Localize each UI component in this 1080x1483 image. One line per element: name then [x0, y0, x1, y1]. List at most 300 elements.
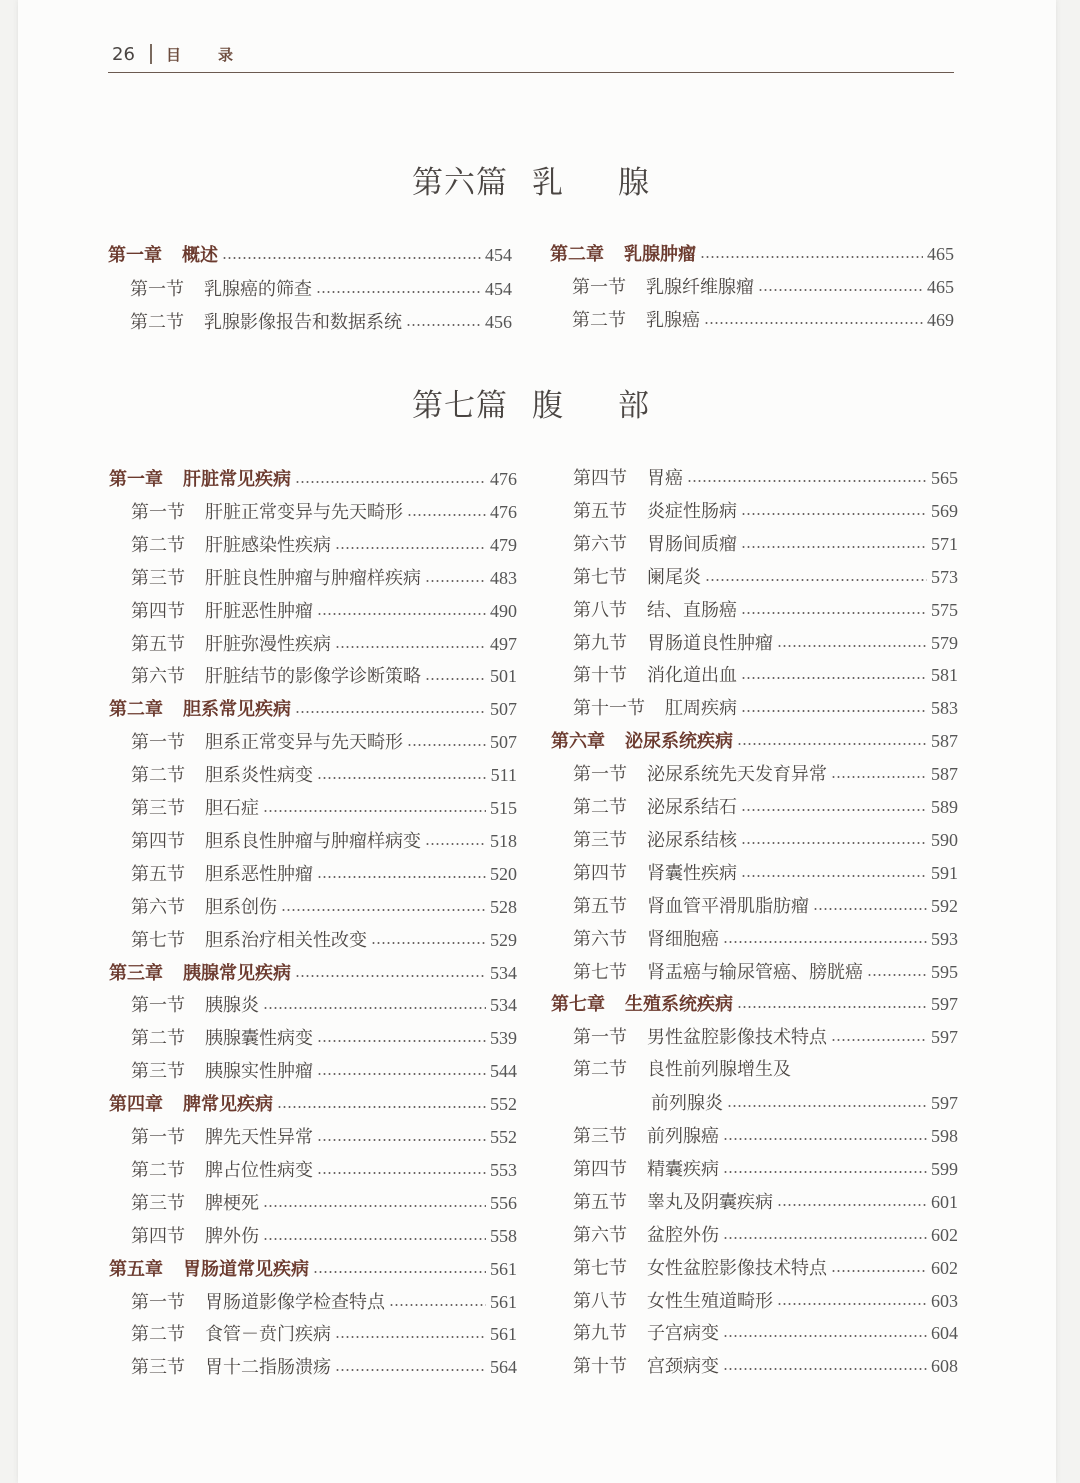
toc-entry-page: 603 — [931, 1291, 958, 1311]
toc-entry-page: 581 — [931, 665, 958, 685]
toc-entry-page: 591 — [931, 863, 958, 883]
toc-section-row — [131, 1024, 517, 1052]
part-6-name-1: 乳 — [532, 165, 564, 201]
toc-entry-title: 食管－贲门疾病 — [205, 1324, 331, 1345]
toc-entry-label: 第一节 — [131, 1127, 185, 1148]
toc-section-row — [131, 630, 517, 658]
toc-entry-page: 602 — [931, 1225, 958, 1245]
toc-section-row — [573, 1155, 958, 1183]
toc-entry-page: 507 — [490, 699, 517, 719]
toc-leader-dots — [741, 710, 927, 712]
toc-entry-label: 第一章 — [108, 245, 162, 266]
toc-leader-dots — [335, 1369, 486, 1371]
toc-entry-label: 第六节 — [131, 666, 185, 687]
toc-entry-page: 599 — [931, 1159, 958, 1179]
toc-entry-page: 469 — [927, 310, 954, 330]
toc-entry-title: 胰腺常见疾病 — [183, 963, 291, 984]
toc-section-row — [131, 1057, 517, 1085]
toc-entry-label: 第四节 — [131, 601, 185, 622]
toc-entry-page: 454 — [485, 245, 512, 265]
toc-entry-label: 第一节 — [131, 732, 185, 753]
toc-leader-dots — [317, 777, 487, 779]
toc-entry-page: 552 — [490, 1094, 517, 1114]
toc-leader-dots — [317, 613, 486, 615]
toc-entry-title: 阑尾炎 — [647, 567, 701, 588]
toc-leader-dots — [723, 1335, 927, 1337]
toc-entry-page: 483 — [490, 568, 517, 588]
toc-leader-dots — [723, 1237, 927, 1239]
toc-entry-title: 女性盆腔影像技术特点 — [647, 1258, 827, 1279]
toc-entry-page: 511 — [490, 765, 517, 785]
toc-entry-title: 胃肠道良性肿瘤 — [647, 633, 773, 654]
toc-chapter-row — [551, 990, 958, 1018]
toc-leader-dots — [700, 256, 923, 258]
toc-entry-label: 第一节 — [131, 995, 185, 1016]
toc-entry-page: 520 — [490, 864, 517, 884]
toc-entry-label: 第二节 — [131, 1028, 185, 1049]
toc-leader-dots — [831, 1270, 927, 1272]
toc-entry-page: 490 — [490, 601, 517, 621]
toc-section-row — [573, 859, 958, 887]
toc-section-row — [131, 662, 517, 690]
toc-entry-page: 479 — [490, 535, 517, 555]
toc-entry-title: 胆系治疗相关性改变 — [205, 930, 367, 951]
toc-entry-label: 第三节 — [131, 1357, 185, 1378]
toc-entry-page: 593 — [931, 929, 958, 949]
toc-leader-dots — [222, 257, 481, 259]
toc-entry-label: 第二节 — [130, 312, 184, 333]
toc-entry-title: 肝脏常见疾病 — [183, 469, 291, 490]
toc-entry-title: 精囊疾病 — [647, 1159, 719, 1180]
toc-entry-page: 552 — [490, 1127, 517, 1147]
toc-section-row — [131, 1156, 517, 1184]
toc-entry-label: 第一节 — [130, 279, 184, 300]
toc-leader-dots — [335, 547, 486, 549]
toc-entry-title: 宫颈病变 — [647, 1356, 719, 1377]
toc-leader-dots — [425, 843, 486, 845]
toc-leader-dots — [406, 324, 481, 326]
toc-entry-page: 571 — [931, 534, 958, 554]
toc-entry-page: 602 — [931, 1258, 958, 1278]
toc-entry-title: 脾外伤 — [205, 1226, 259, 1247]
toc-leader-dots — [723, 1171, 927, 1173]
toc-entry-title: 胰腺实性肿瘤 — [205, 1061, 313, 1082]
toc-section-row — [573, 1254, 958, 1282]
toc-leader-dots — [813, 908, 927, 910]
toc-entry-label: 第六节 — [573, 929, 627, 950]
toc-chapter-row — [109, 1090, 517, 1118]
toc-entry-label: 第六节 — [573, 534, 627, 555]
toc-chapter-row — [108, 241, 512, 269]
toc-entry-label: 第十节 — [573, 1356, 627, 1377]
toc-entry-label: 第二节 — [573, 797, 627, 818]
toc-entry-page: 476 — [490, 469, 517, 489]
toc-leader-dots — [777, 1303, 927, 1305]
toc-entry-label: 第二节 — [131, 1324, 185, 1345]
toc-leader-dots — [741, 842, 927, 844]
toc-section-row — [131, 991, 517, 1019]
toc-section-row — [573, 826, 958, 854]
toc-entry-label: 第五节 — [573, 501, 627, 522]
toc-section-row — [131, 728, 517, 756]
toc-entry-page: 608 — [931, 1356, 958, 1376]
toc-entry-page: 604 — [931, 1323, 958, 1343]
toc-leader-dots — [389, 1304, 486, 1306]
toc-entry-title: 乳腺癌的筛查 — [204, 279, 312, 300]
toc-entry-title: 前列腺炎 — [651, 1093, 723, 1114]
toc-entry-page: 579 — [931, 633, 958, 653]
toc-entry-label: 第二节 — [572, 310, 626, 331]
toc-entry-title: 胰腺炎 — [205, 995, 259, 1016]
toc-entry-page: 569 — [931, 501, 958, 521]
toc-entry-title: 胃肠道常见疾病 — [183, 1259, 309, 1280]
toc-entry-title: 肝脏结节的影像学诊断策略 — [205, 666, 421, 687]
toc-leader-dots — [407, 744, 486, 746]
toc-section-row — [131, 1222, 517, 1250]
toc-leader-dots — [741, 809, 927, 811]
toc-entry-label: 第五节 — [131, 634, 185, 655]
toc-entry-label: 第三节 — [131, 1193, 185, 1214]
toc-entry-label: 第八节 — [573, 1291, 627, 1312]
toc-section-row — [573, 793, 958, 821]
toc-section-row — [573, 1287, 958, 1315]
part-6-name-2: 腺 — [618, 165, 650, 201]
toc-entry-title: 泌尿系统先天发育异常 — [647, 764, 827, 785]
toc-entry-page: 497 — [490, 634, 517, 654]
toc-section-row — [131, 531, 517, 559]
toc-entry-title: 胃癌 — [647, 468, 683, 489]
toc-entry-title: 肝脏弥漫性疾病 — [205, 634, 331, 655]
toc-leader-dots — [263, 810, 486, 812]
toc-entry-page: 590 — [931, 830, 958, 850]
toc-chapter-row — [109, 465, 517, 493]
toc-leader-dots — [407, 514, 486, 516]
toc-leader-dots — [737, 1006, 927, 1008]
toc-entry-title: 乳腺影像报告和数据系统 — [204, 312, 402, 333]
toc-entry-page: 454 — [485, 279, 512, 299]
toc-entry-page: 544 — [490, 1061, 517, 1081]
toc-leader-dots — [777, 1204, 927, 1206]
toc-section-row — [131, 860, 517, 888]
toc-leader-dots — [335, 646, 486, 648]
toc-leader-dots — [425, 678, 486, 680]
toc-leader-dots — [317, 1040, 486, 1042]
toc-entry-title: 胆系炎性病变 — [205, 765, 313, 786]
toc-entry-page: 561 — [490, 1324, 517, 1344]
toc-entry-label: 第七节 — [131, 930, 185, 951]
toc-section-row — [131, 893, 517, 921]
toc-entry-title: 乳腺肿瘤 — [624, 244, 696, 265]
toc-entry-page: 558 — [490, 1226, 517, 1246]
toc-entry-page: 501 — [490, 666, 517, 686]
toc-leader-dots — [704, 322, 923, 324]
part-7-name-1: 腹 — [532, 388, 564, 424]
toc-entry-title: 胆系正常变异与先天畸形 — [205, 732, 403, 753]
toc-entry-label: 第六节 — [131, 897, 185, 918]
toc-entry-label: 第七节 — [573, 962, 627, 983]
toc-entry-page: 465 — [927, 277, 954, 297]
page-number: 26 — [112, 44, 135, 65]
toc-leader-dots — [277, 1106, 486, 1108]
toc-entry-title: 肝脏感染性疾病 — [205, 535, 331, 556]
toc-section-row — [130, 275, 512, 303]
toc-entry-label: 第二章 — [550, 244, 604, 265]
toc-entry-page: 597 — [931, 994, 958, 1014]
toc-entry-label: 第九节 — [573, 633, 627, 654]
toc-entry-page: 597 — [931, 1093, 958, 1113]
toc-leader-dots — [723, 1368, 927, 1370]
toc-entry-label: 第七节 — [573, 1258, 627, 1279]
toc-entry-label: 第一节 — [572, 277, 626, 298]
toc-entry-title: 胃十二指肠溃疡 — [205, 1357, 331, 1378]
toc-entry-title: 泌尿系结核 — [647, 830, 737, 851]
toc-entry-title: 胃肠间质瘤 — [647, 534, 737, 555]
toc-entry-page: 592 — [931, 896, 958, 916]
toc-entry-label: 第三节 — [573, 1126, 627, 1147]
toc-entry-page: 573 — [931, 567, 958, 587]
toc-entry-label: 第二节 — [573, 1059, 627, 1080]
toc-entry-page: 587 — [931, 764, 958, 784]
toc-leader-dots — [335, 1336, 486, 1338]
toc-section-row — [131, 926, 517, 954]
toc-chapter-row — [550, 240, 954, 268]
toc-entry-title: 结、直肠癌 — [647, 600, 737, 621]
toc-entry-title: 肾血管平滑肌脂肪瘤 — [647, 896, 809, 917]
toc-entry-label: 第四节 — [573, 863, 627, 884]
header-title-char-2: 录 — [218, 46, 234, 64]
toc-entry-label: 第五章 — [109, 1259, 163, 1280]
toc-entry-page: 556 — [490, 1193, 517, 1213]
toc-entry-label: 第十一节 — [573, 698, 645, 719]
toc-entry-page: 528 — [490, 897, 517, 917]
toc-entry-label: 第四节 — [131, 831, 185, 852]
toc-entry-title: 概述 — [182, 245, 218, 266]
toc-entry-title: 泌尿系统疾病 — [625, 731, 733, 752]
toc-section-row — [573, 694, 958, 722]
toc-entry-title: 胆系恶性肿瘤 — [205, 864, 313, 885]
toc-section-row — [573, 661, 958, 689]
toc-section-row — [131, 794, 517, 822]
toc-entry-page: 515 — [490, 798, 517, 818]
toc-entry-label: 第一节 — [131, 502, 185, 523]
toc-entry-page: 456 — [485, 312, 512, 332]
toc-entry-page: 598 — [931, 1126, 958, 1146]
toc-entry-title: 良性前列腺增生及 — [647, 1059, 791, 1080]
toc-entry-title: 胆系创伤 — [205, 897, 277, 918]
toc-entry-label: 第六章 — [551, 731, 605, 752]
toc-leader-dots — [741, 612, 927, 614]
toc-entry-title: 胆石症 — [205, 798, 259, 819]
toc-entry-title: 女性生殖道畸形 — [647, 1291, 773, 1312]
toc-leader-dots — [723, 941, 927, 943]
toc-entry-page: 561 — [490, 1292, 517, 1312]
toc-entry-label: 第二节 — [131, 765, 185, 786]
running-header — [108, 42, 954, 73]
toc-leader-dots — [295, 975, 486, 977]
toc-entry-title: 肛周疾病 — [665, 698, 737, 719]
toc-entry-label: 第五节 — [573, 1192, 627, 1213]
toc-entry-title: 肾囊性疾病 — [647, 863, 737, 884]
toc-entry-label: 第四节 — [573, 468, 627, 489]
toc-leader-dots — [727, 1105, 927, 1107]
toc-entry-title: 盆腔外伤 — [647, 1225, 719, 1246]
toc-entry-page: 465 — [927, 244, 954, 264]
toc-section-row — [573, 1352, 958, 1380]
toc-entry-label: 第十节 — [573, 665, 627, 686]
toc-section-row — [573, 530, 958, 558]
toc-entry-title: 脾梗死 — [205, 1193, 259, 1214]
toc-entry-label: 第四章 — [109, 1094, 163, 1115]
toc-entry-title: 睾丸及阴囊疾病 — [647, 1192, 773, 1213]
toc-section-row — [573, 925, 958, 953]
toc-entry-label: 第二章 — [109, 699, 163, 720]
toc-entry-label: 第三节 — [131, 798, 185, 819]
toc-entry-page: 534 — [490, 995, 517, 1015]
toc-section-row — [573, 1319, 958, 1347]
toc-entry-title: 子宫病变 — [647, 1323, 719, 1344]
part-6-label: 第六篇 — [412, 165, 508, 201]
toc-section-row — [573, 1089, 958, 1117]
toc-entry-title: 前列腺癌 — [647, 1126, 719, 1147]
toc-entry-page: 529 — [490, 930, 517, 950]
toc-entry-page: 539 — [490, 1028, 517, 1048]
toc-entry-label: 第三章 — [109, 963, 163, 984]
toc-entry-title: 肾细胞癌 — [647, 929, 719, 950]
toc-leader-dots — [371, 942, 486, 944]
toc-chapter-row — [551, 727, 958, 755]
toc-entry-title: 胆系良性肿瘤与肿瘤样病变 — [205, 831, 421, 852]
toc-chapter-row — [109, 1255, 517, 1283]
toc-entry-label: 第三节 — [131, 568, 185, 589]
toc-section-row — [130, 308, 512, 336]
toc-entry-label: 第七章 — [551, 994, 605, 1015]
toc-entry-label: 第七节 — [573, 567, 627, 588]
toc-chapter-row — [109, 695, 517, 723]
toc-entry-title: 乳腺纤维腺瘤 — [646, 277, 754, 298]
toc-leader-dots — [758, 289, 923, 291]
toc-entry-page: 476 — [490, 502, 517, 522]
toc-entry-label: 第一节 — [131, 1292, 185, 1313]
toc-entry-title: 肝脏恶性肿瘤 — [205, 601, 313, 622]
toc-section-row — [573, 497, 958, 525]
toc-entry-label: 第九节 — [573, 1323, 627, 1344]
part-7-name-2: 部 — [618, 388, 650, 424]
toc-leader-dots — [317, 1073, 486, 1075]
part-7-label: 第七篇 — [412, 388, 508, 424]
toc-section-row — [573, 1056, 958, 1084]
toc-leader-dots — [316, 291, 481, 293]
toc-leader-dots — [705, 579, 927, 581]
toc-entry-label: 第八节 — [573, 600, 627, 621]
toc-entry-title: 肾盂癌与输尿管癌、膀胱癌 — [647, 962, 863, 983]
toc-leader-dots — [831, 1039, 927, 1041]
toc-entry-page: 534 — [490, 963, 517, 983]
toc-section-row — [572, 273, 954, 301]
toc-entry-title: 胰腺囊性病变 — [205, 1028, 313, 1049]
toc-entry-page: 587 — [931, 731, 958, 751]
toc-entry-label: 第三节 — [131, 1061, 185, 1082]
toc-leader-dots — [295, 481, 486, 483]
toc-leader-dots — [741, 677, 927, 679]
toc-entry-title: 脾占位性病变 — [205, 1160, 313, 1181]
toc-entry-label: 第四节 — [573, 1159, 627, 1180]
toc-entry-title: 脾先天性异常 — [205, 1127, 313, 1148]
toc-section-row — [573, 596, 958, 624]
toc-entry-label: 第四节 — [131, 1226, 185, 1247]
toc-section-row — [131, 1320, 517, 1348]
toc-entry-title: 肝脏良性肿瘤与肿瘤样疾病 — [205, 568, 421, 589]
toc-section-row — [131, 761, 517, 789]
toc-entry-page: 575 — [931, 600, 958, 620]
toc-leader-dots — [295, 711, 486, 713]
toc-section-row — [573, 760, 958, 788]
toc-section-row — [573, 563, 958, 591]
toc-entry-label: 第一节 — [573, 1027, 627, 1048]
toc-leader-dots — [425, 580, 486, 582]
toc-entry-page: 597 — [931, 1027, 958, 1047]
toc-leader-dots — [737, 743, 927, 745]
toc-leader-dots — [263, 1238, 486, 1240]
toc-section-row — [131, 1288, 517, 1316]
toc-entry-label: 第五节 — [131, 864, 185, 885]
toc-entry-label: 第一节 — [573, 764, 627, 785]
toc-section-row — [131, 498, 517, 526]
toc-section-row — [573, 464, 958, 492]
toc-section-row — [131, 564, 517, 592]
toc-section-row — [573, 958, 958, 986]
toc-leader-dots — [313, 1271, 486, 1273]
toc-entry-page: 564 — [490, 1357, 517, 1377]
toc-leader-dots — [777, 645, 927, 647]
toc-leader-dots — [723, 1138, 927, 1140]
toc-leader-dots — [263, 1007, 486, 1009]
toc-section-row — [131, 1189, 517, 1217]
toc-entry-title: 肝脏正常变异与先天畸形 — [205, 502, 403, 523]
toc-entry-page: 565 — [931, 468, 958, 488]
toc-leader-dots — [317, 1139, 486, 1141]
toc-chapter-row — [109, 959, 517, 987]
toc-entry-title: 乳腺癌 — [646, 310, 700, 331]
toc-entry-page: 553 — [490, 1160, 517, 1180]
toc-entry-title: 消化道出血 — [647, 665, 737, 686]
toc-entry-page: 518 — [490, 831, 517, 851]
toc-leader-dots — [831, 776, 927, 778]
toc-entry-page: 595 — [931, 962, 958, 982]
toc-section-row — [573, 629, 958, 657]
toc-section-row — [131, 597, 517, 625]
toc-section-row — [131, 1123, 517, 1151]
toc-entry-title: 生殖系统疾病 — [625, 994, 733, 1015]
toc-entry-title: 泌尿系结石 — [647, 797, 737, 818]
toc-entry-label: 第二节 — [131, 1160, 185, 1181]
toc-leader-dots — [317, 876, 486, 878]
toc-section-row — [131, 827, 517, 855]
toc-entry-title: 男性盆腔影像技术特点 — [647, 1027, 827, 1048]
toc-entry-label: 第二节 — [131, 535, 185, 556]
toc-section-row — [573, 1221, 958, 1249]
toc-leader-dots — [867, 974, 927, 976]
toc-leader-dots — [263, 1205, 486, 1207]
toc-entry-label: 第一章 — [109, 469, 163, 490]
part-7-title — [0, 380, 1062, 425]
toc-entry-title: 炎症性肠病 — [647, 501, 737, 522]
toc-entry-title: 脾常见疾病 — [183, 1094, 273, 1115]
toc-leader-dots — [317, 1172, 486, 1174]
toc-leader-dots — [741, 513, 927, 515]
toc-entry-page: 507 — [490, 732, 517, 752]
header-title-char-1: 目 — [166, 46, 182, 64]
toc-section-row — [573, 1188, 958, 1216]
